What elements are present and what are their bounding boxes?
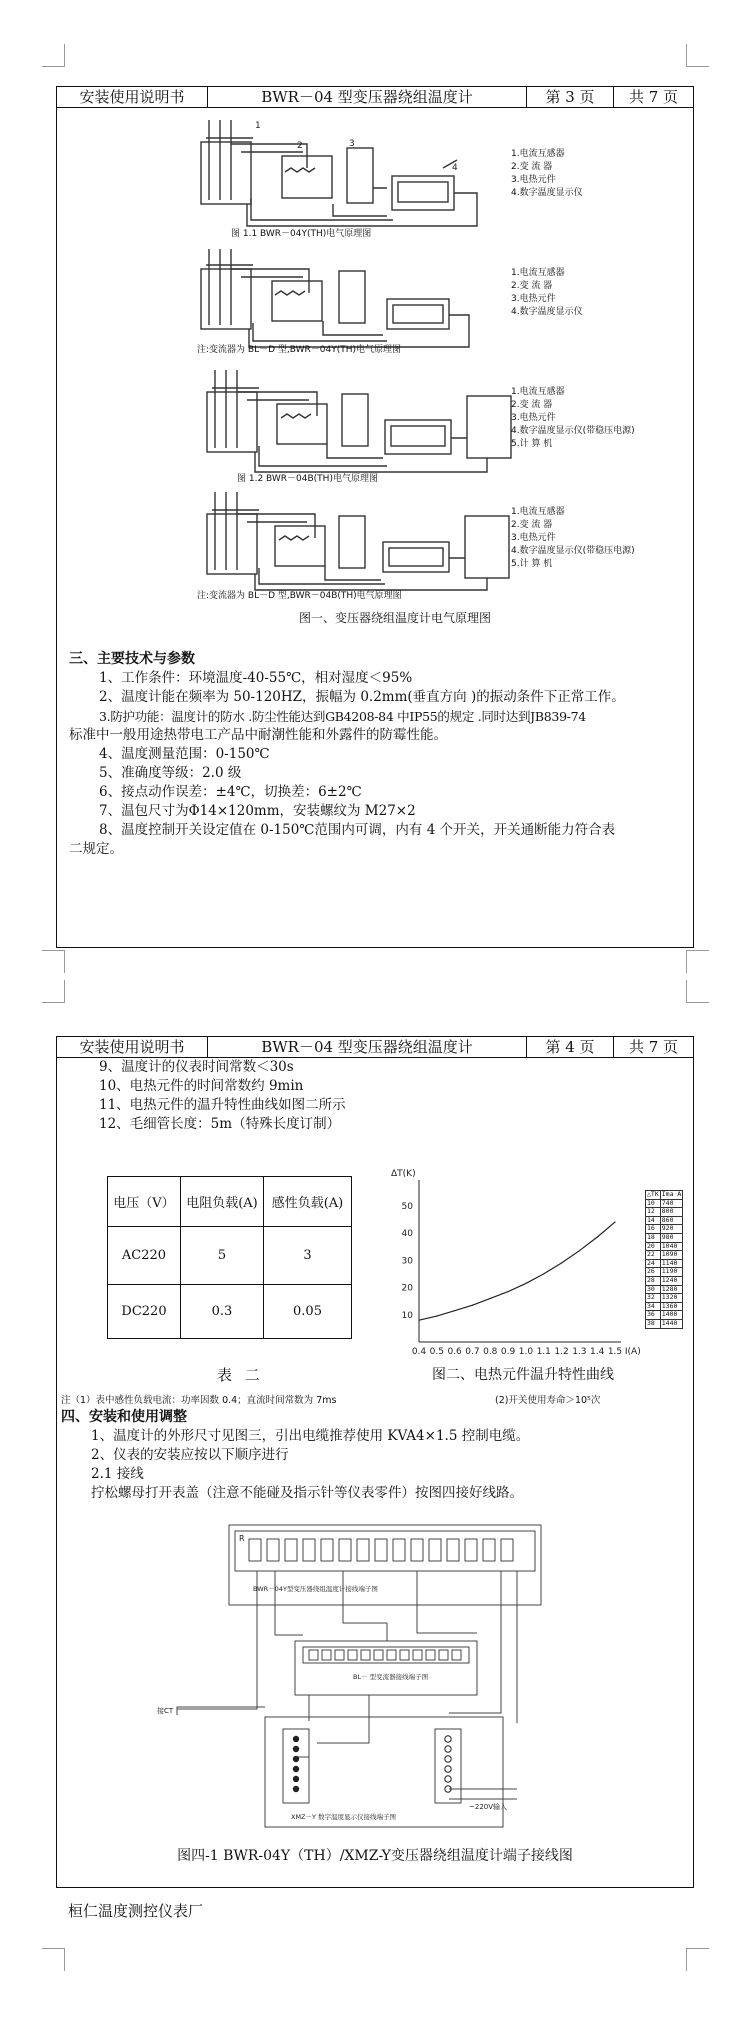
spec-item: 9、温度计的仪表时间常数＜30s (99, 1059, 294, 1075)
table-cell: 740 (660, 1199, 683, 1208)
table-cell: 24 (646, 1259, 661, 1268)
table-cell: 1190 (660, 1268, 683, 1277)
spec-item: 10、电热元件的时间常数约 9min (99, 1078, 304, 1094)
table-cell: 1240 (660, 1276, 683, 1285)
crop-mark-br (686, 950, 709, 973)
table-cell: 14 (646, 1216, 661, 1225)
legend-item: 5.计 算 机 (511, 559, 553, 569)
legend-item: 5.计 算 机 (511, 439, 553, 449)
terminal (429, 1539, 441, 1561)
main-figure-caption: 图一、变压器绕组温度计电气原理图 (298, 611, 491, 625)
table-cell: 920 (660, 1225, 683, 1234)
table-header: 感性负载(A) (264, 1177, 352, 1227)
legend-item: 2.变 流 器 (511, 281, 553, 291)
x-tick-label: 1.0 (518, 1347, 534, 1357)
terminal (452, 1650, 461, 1660)
table-cell: 12 (646, 1208, 661, 1217)
x-tick-label: 0.7 (465, 1347, 480, 1357)
terminal (465, 1539, 477, 1561)
legend-item: 3.电热元件 (511, 175, 556, 185)
header-title: BWR－04 型变压器绕组温度计 (208, 1037, 527, 1057)
table-cell: 28 (646, 1276, 661, 1285)
y-tick-label: 50 (401, 1201, 413, 1212)
table-note (57, 1394, 693, 1408)
terminal (285, 1539, 297, 1561)
x-tick-label: 0.6 (447, 1347, 462, 1357)
crop-mark-tr (686, 44, 709, 67)
table-row (646, 1251, 683, 1260)
wiring-bot-label: XMZ－Y 数字温度显示仪接线端子图 (291, 1813, 397, 1821)
svg-text:1: 1 (255, 121, 261, 131)
table-cell: 1360 (660, 1302, 683, 1311)
chart-caption: 图二、电热元件温升特性曲线 (432, 1367, 614, 1383)
x-tick-label: 0.5 (429, 1347, 444, 1357)
terminal (483, 1539, 495, 1561)
table-cell: 1090 (660, 1251, 683, 1260)
circuit-diagram-2 (57, 243, 693, 358)
table-row (646, 1294, 683, 1303)
data-point (543, 1273, 544, 1274)
table-cell: 0.3 (181, 1285, 264, 1339)
data-point (436, 1316, 437, 1317)
data-point (507, 1291, 508, 1292)
terminal (249, 1539, 261, 1561)
data-point (472, 1305, 473, 1306)
data-point (579, 1250, 580, 1251)
spec-item: 7、温包尺寸为Φ14×120mm，安装螺纹为 M27×2 (99, 803, 416, 819)
terminal (413, 1650, 422, 1660)
table-cell: 22 (646, 1251, 661, 1260)
legend-item: 1.电流互感器 (511, 149, 565, 159)
svg-text:3: 3 (349, 139, 355, 149)
terminal (303, 1539, 315, 1561)
terminal (501, 1539, 513, 1561)
header-doc: 安装使用说明书 (57, 87, 208, 107)
wiring-r-label: R (239, 1534, 245, 1543)
legend-item: 1.电流互感器 (511, 387, 565, 397)
legend-item: 2.变 流 器 (511, 162, 553, 172)
table-header: 电阻负载(A) (181, 1177, 264, 1227)
spec-item: 1、工作条件：环境温度-40-55℃，相对湿度＜95% (99, 670, 413, 686)
table-row (646, 1233, 683, 1242)
header-total: 共 7 页 (628, 88, 679, 106)
legend-item: 2.变 流 器 (511, 400, 553, 410)
spec-item: 二规定。 (69, 841, 123, 857)
table-cell: AC220 (108, 1227, 181, 1285)
terminal (321, 1539, 333, 1561)
crop-mark-br-2 (686, 1948, 709, 1971)
table-row (646, 1319, 683, 1328)
data-point (614, 1222, 615, 1223)
install-section (57, 1408, 693, 1503)
crop-mark-tr-2 (686, 980, 709, 1003)
wiring-diagram-svg (57, 1517, 693, 1849)
terminal (400, 1650, 409, 1660)
table-cell: 1140 (660, 1259, 683, 1268)
page-header (57, 1037, 693, 1058)
legend-4 (511, 506, 635, 571)
table-cell: 26 (646, 1268, 661, 1277)
spec-section (57, 650, 693, 859)
figure-caption: 注:变流器为 BL－D 型,BWR－04Y(TH)电气原理图 (197, 345, 401, 355)
section-title: 四、安装和使用调整 (61, 1409, 187, 1425)
spec-item: 12、毛细管长度：5m（特殊长度订制） (99, 1116, 341, 1132)
spec-item: 8、温度控制开关设定值在 0-150℃范围内可调，内有 4 个开关，开关通断能力符合表 (99, 822, 616, 838)
install-item: 1、温度计的外形尺寸见图三，引出电缆推荐使用 KVA4×1.5 控制电缆。 (91, 1428, 530, 1444)
data-point (597, 1237, 598, 1238)
legend-1 (511, 148, 583, 200)
table-chart-region (57, 1134, 693, 1394)
install-item: 2.1 接线 (91, 1466, 144, 1482)
crop-mark-tl (42, 44, 65, 67)
legend-item: 2.变 流 器 (511, 520, 553, 530)
spec-item: 5、准确度等级：2.0 级 (99, 765, 242, 781)
x-tick-label: I(A) (624, 1347, 641, 1357)
y-tick-label: 30 (401, 1256, 413, 1267)
circuit-figure-3 (57, 358, 693, 486)
table-row (646, 1276, 683, 1285)
wiring-caption: 图四-1 BWR-04Y（TH）/XMZ-Y变压器绕组温度计端子接线图 (177, 1848, 573, 1864)
table-cell: 20 (646, 1242, 661, 1251)
y-tick-label: 20 (401, 1283, 413, 1294)
series-line (419, 1222, 615, 1320)
y-tick-label: 10 (401, 1310, 413, 1321)
table-cell: 16 (646, 1225, 661, 1234)
terminal (426, 1650, 435, 1660)
page-3 (56, 86, 694, 948)
legend-item: 1.电流互感器 (511, 507, 565, 517)
table-cell: 1040 (660, 1242, 683, 1251)
figure-caption: 图 1.2 BWR－04B(TH)电气原理图 (237, 474, 378, 484)
spec-item: 2、温度计能在频率为 50-120HZ，振幅为 0.2mm(垂直方向 )的振动条件下正常工作。 (99, 689, 625, 705)
install-item: 2、仪表的安装应按以下顺序进行 (91, 1447, 289, 1463)
crop-mark-bl-2 (42, 1948, 65, 1971)
table-cell: 10 (646, 1199, 661, 1208)
legend-item: 3.电热元件 (511, 533, 556, 543)
table-cell: 800 (660, 1208, 683, 1217)
x-tick-label: 0.9 (500, 1347, 516, 1357)
table-cell: 18 (646, 1233, 661, 1242)
x-tick-label: 1.5 (607, 1347, 623, 1357)
terminal (439, 1650, 448, 1660)
svg-text:4: 4 (452, 163, 458, 173)
wiring-power-label: ~220V输入 (469, 1803, 508, 1811)
spec-item: 6、接点动作误差：±4℃，切换差：6±2℃ (99, 784, 362, 800)
crop-mark-bl (42, 950, 65, 973)
circuit-figure-1 (57, 108, 693, 243)
svg-text:2: 2 (297, 141, 303, 151)
legend-3 (511, 386, 635, 451)
temperature-rise-chart (387, 1164, 647, 1364)
table-cell: 1440 (660, 1319, 683, 1328)
table-two (107, 1176, 352, 1339)
table-cell: DC220 (108, 1285, 181, 1339)
table-cell: 980 (660, 1233, 683, 1242)
table-row (646, 1191, 683, 1200)
table-cell: 1280 (660, 1285, 683, 1294)
page-header (57, 87, 693, 108)
crop-mark-tl-2 (42, 980, 65, 1003)
table-cell: 34 (646, 1302, 661, 1311)
table-row (646, 1208, 683, 1217)
data-point (454, 1310, 455, 1311)
legend-item: 1.电流互感器 (511, 268, 565, 278)
chart-ylabel: ΔT(K) (391, 1169, 416, 1179)
terminal (348, 1650, 357, 1660)
circuit-figure-2 (57, 243, 693, 358)
note-text-2: (2)开关使用寿命＞10⁵次 (495, 1395, 601, 1406)
table-cell: 0.05 (264, 1285, 352, 1339)
table-cell: 1400 (660, 1311, 683, 1320)
header-title: BWR－04 型变压器绕组温度计 (208, 87, 527, 107)
page-4 (56, 1036, 694, 1888)
header-page: 第 4 页 (527, 1037, 614, 1057)
x-tick-label: 1.3 (572, 1347, 587, 1357)
terminal (322, 1650, 331, 1660)
figure-caption: 注:变流器为 BL－D 型,BWR－04B(TH)电气原理图 (197, 591, 402, 601)
spec-list-continued (57, 1058, 693, 1134)
legend-item: 3.电热元件 (511, 294, 556, 304)
circuit-diagram-1 (57, 108, 693, 243)
data-point (525, 1283, 526, 1284)
table-caption: 表 二 (217, 1366, 264, 1384)
x-tick-label: 1.4 (590, 1347, 605, 1357)
header-total: 共 7 页 (628, 1038, 679, 1056)
terminal (374, 1650, 383, 1660)
spec-item: 标准中一般用途热带电工产品中耐潮性能和外露件的防霉性能。 (69, 727, 447, 743)
terminal (375, 1539, 387, 1561)
legend-item: 4.数字温度显示仪 (511, 188, 583, 198)
data-point (490, 1298, 491, 1299)
terminal (339, 1539, 351, 1561)
note-text: 注（1）表中感性负载电流：功率因数 0.4；直流时间常数为 7ms (61, 1395, 337, 1406)
table-cell: 36 (646, 1311, 661, 1320)
figure-caption: 图 1.1 BWR－04Y(TH)电气原理图 (231, 229, 372, 239)
footer-company: 桓仁温度测控仪表厂 (68, 1902, 204, 1920)
legend-item: 4.数字温度显示仪(带稳压电源) (511, 546, 635, 556)
header-doc: 安装使用说明书 (57, 1037, 208, 1057)
wiring-top-label: BWR－04Y型变压器绕组温度计接线端子图 (253, 1585, 378, 1593)
terminal (387, 1650, 396, 1660)
spec-item: 11、电热元件的温升特性曲线如图二所示 (99, 1097, 346, 1113)
terminal (357, 1539, 369, 1561)
table-cell: 38 (646, 1319, 661, 1328)
terminal (411, 1539, 423, 1561)
terminal (309, 1650, 318, 1660)
table-cell: 1320 (660, 1294, 683, 1303)
x-tick-label: 1.1 (536, 1347, 551, 1357)
circuit-figure-4 (57, 486, 693, 610)
legend-item: 3.电热元件 (511, 413, 556, 423)
y-tick-label: 40 (401, 1229, 413, 1240)
spec-item: 4、温度测量范围：0-150℃ (99, 746, 270, 762)
table-header: 电压（V） (108, 1177, 181, 1227)
temp-current-table (645, 1190, 683, 1329)
x-tick-label: 0.4 (411, 1347, 427, 1357)
section-title: 三、主要技术与参数 (69, 651, 195, 667)
terminal (267, 1539, 279, 1561)
data-point (561, 1262, 562, 1263)
legend-2 (511, 267, 583, 319)
terminal (361, 1650, 370, 1660)
spec-item: 3.防护功能：温度计的防水 .防尘性能达到GB4208-84 中IP55的规定 .同时达到JB839-74 (99, 709, 586, 724)
wiring-diagram (57, 1517, 693, 1849)
table-cell: △TK (647, 1190, 659, 1198)
terminal (447, 1539, 459, 1561)
table-cell: Ima A (661, 1190, 682, 1198)
legend-item: 4.数字温度显示仪 (511, 307, 583, 317)
x-tick-label: 1.2 (554, 1347, 569, 1357)
data-point (418, 1320, 419, 1321)
table-cell: 3 (264, 1227, 352, 1285)
legend-item: 4.数字温度显示仪(带稳压电源) (511, 426, 635, 436)
table-cell: 5 (181, 1227, 264, 1285)
terminal (393, 1539, 405, 1561)
table-cell: 32 (646, 1294, 661, 1303)
wiring-ct-label: 接CT (157, 1707, 174, 1715)
wiring-mid-label: BL－ 型变流器接线端子图 (353, 1673, 429, 1681)
terminal (335, 1650, 344, 1660)
table-cell: 30 (646, 1285, 661, 1294)
x-tick-label: 0.8 (483, 1347, 498, 1357)
table-cell: 860 (660, 1216, 683, 1225)
header-page: 第 3 页 (527, 87, 614, 107)
install-item: 拧松螺母打开表盖（注意不能碰及指示针等仪表零件）按图四接好线路。 (91, 1485, 523, 1501)
